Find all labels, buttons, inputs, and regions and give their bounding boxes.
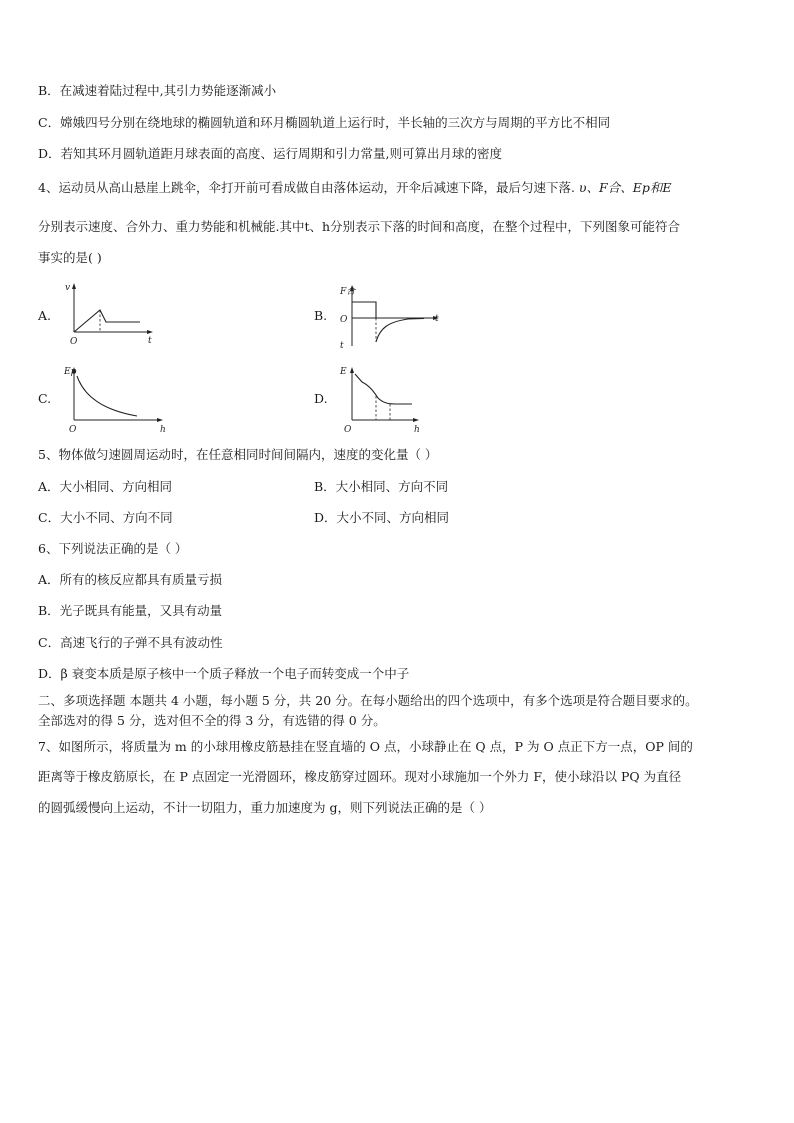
graph-a-y-arrow [72, 283, 76, 289]
q4-symbols: υ、F合、Ep和E [578, 180, 672, 195]
q7-line3: 的圆弧缓慢向上运动，不计一切阻力，重力加速度为 g，则下列说法正确的是（ ） [38, 800, 492, 815]
graph-c-origin: O [69, 425, 77, 435]
graph-d-energy-height [338, 362, 448, 437]
graph-b-x-label: t [435, 314, 439, 324]
q4-stem-line3: 事实的是( ) [38, 250, 102, 265]
q6-option-b: B．光子既具有能量，又具有动量 [38, 603, 223, 618]
graph-b-y-label: F合 [340, 287, 356, 297]
graph-c-potential-height [62, 362, 172, 437]
graph-a-curve [74, 310, 140, 332]
graph-a-y-label: v [65, 283, 71, 293]
q6-stem: 6、下列说法正确的是（ ） [38, 541, 188, 556]
graph-a-origin: O [70, 337, 78, 347]
q4-stem-text: 4、运动员从高山悬崖上跳伞，伞打开前可看成做自由落体运动，开伞后减速下降，最后匀速下落. [38, 180, 575, 195]
q4-stem-line2: 分别表示速度、合外力、重力势能和机械能.其中t、h分别表示下落的时间和高度，在整个过程中，下列图象可能符合 [38, 219, 681, 234]
graph-c-x-label: h [160, 425, 166, 435]
q4-option-a-label: A. [38, 308, 52, 323]
graph-c-x-arrow [157, 418, 163, 422]
q3-option-c: C．嫦娥四号分别在绕地球的椭圆轨道和环月椭圆轨道上运行时，半长轴的三次方与周期的平方比不相同 [38, 115, 611, 130]
q3-option-d: D．若知其环月圆轨道距月球表面的高度、运行周期和引力常量,则可算出月球的密度 [38, 146, 502, 161]
q3-option-b: B．在减速着陆过程中,其引力势能逐渐减小 [38, 83, 277, 98]
graph-b-extra-label: t [340, 341, 344, 351]
graph-c-curve [77, 376, 137, 416]
q6-option-c: C．高速飞行的子弹不具有波动性 [38, 635, 223, 650]
q4-option-c-label: C. [38, 391, 52, 406]
graph-b-positive-step [352, 302, 376, 318]
q7-line1: 7、如图所示，将质量为 m 的小球用橡皮筋悬挂在竖直墙的 O 点，小球静止在 Q 点，P 为 O 点正下方一点，OP 间的 [38, 739, 693, 754]
q6-option-a: A．所有的核反应都具有质量亏损 [38, 572, 223, 587]
graph-d-curve [355, 374, 412, 404]
graph-d-y-arrow [350, 367, 354, 373]
graph-d-x-arrow [413, 418, 419, 422]
q5-option-b: B．大小相同、方向不同 [314, 479, 449, 494]
graph-a-x-label: t [148, 336, 152, 346]
q4-stem-line1 [38, 180, 671, 196]
q4-option-b-label: B. [314, 308, 328, 323]
q5-option-d: D．大小不同、方向相同 [314, 510, 450, 525]
graph-c-y-label: Ep [64, 367, 77, 377]
q5-option-a: A．大小相同、方向相同 [38, 479, 173, 494]
section2-line1: 二、多项选择题 本题共 4 小题，每小题 5 分，共 20 分。在每小题给出的四个选项中，有多个选项是符合题目要求的。 [38, 693, 698, 708]
graph-b-origin: O [340, 315, 348, 325]
q4-option-d-label: D. [314, 391, 328, 406]
q7-line2: 距离等于橡皮筋原长，在 P 点固定一光滑圆环，橡皮筋穿过圆环。现对小球施加一个外力 F，使小球沿以 PQ 为直径 [38, 769, 682, 784]
q5-option-c: C．大小不同、方向不同 [38, 510, 173, 525]
graph-d-y-label: E [340, 367, 347, 377]
graph-a-x-arrow [147, 330, 153, 334]
graph-b-curve [376, 319, 424, 343]
graph-d-origin: O [344, 425, 352, 435]
section2-line2: 全部选对的得 5 分，选对但不全的得 3 分，有选错的得 0 分。 [38, 713, 386, 728]
graph-a-velocity-time [62, 280, 162, 350]
q5-stem: 5、物体做匀速圆周运动时，在任意相同时间间隔内，速度的变化量（ ） [38, 447, 438, 462]
graph-b-force-time [338, 280, 448, 350]
q6-option-d: D．β 衰变本质是原子核中一个质子释放一个电子而转变成一个中子 [38, 666, 410, 681]
graph-d-x-label: h [414, 425, 420, 435]
